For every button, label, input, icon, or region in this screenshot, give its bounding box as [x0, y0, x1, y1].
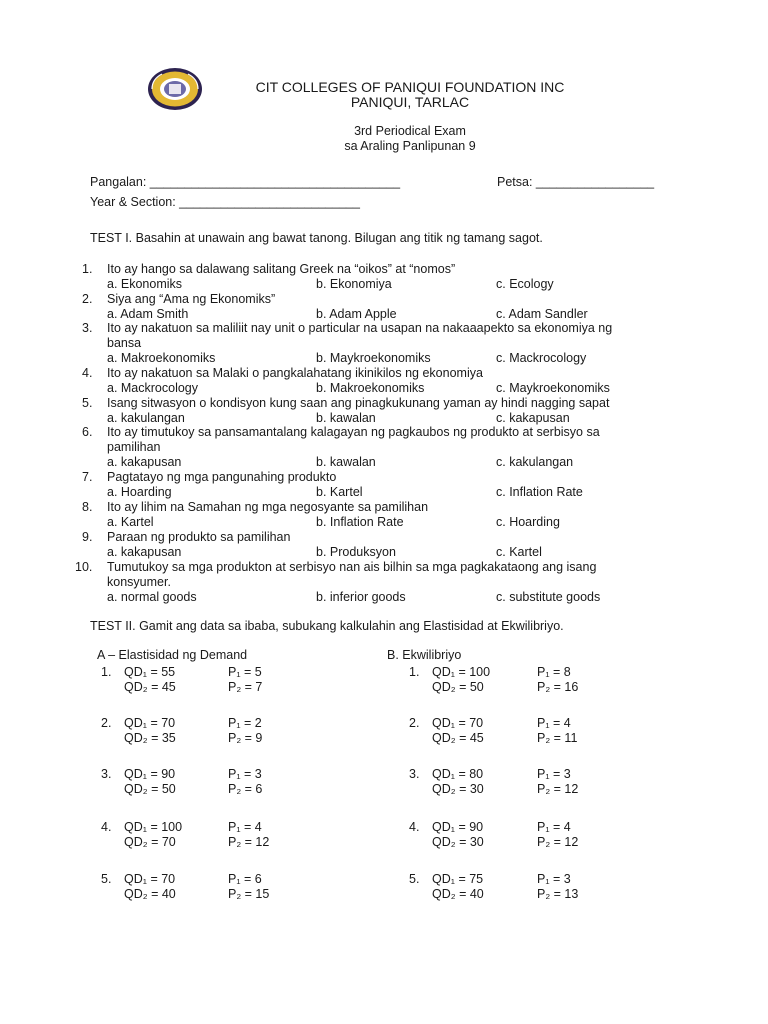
question-text-continued: konsyumer.: [107, 575, 171, 589]
name-field[interactable]: Pangalan: ____________________________________: [90, 175, 401, 189]
p1-value: P₁ = 4: [537, 716, 571, 730]
qd2-value: QD₂ = 50: [432, 680, 484, 694]
p2-value: P₂ = 16: [537, 680, 579, 694]
qd1-value: QD₁ = 90: [124, 767, 176, 781]
choice-a[interactable]: a. kakapusan: [107, 455, 182, 469]
qd2-value: QD₂ = 35: [124, 731, 176, 745]
section-b-title: B. Ekwilibriyo: [387, 648, 462, 662]
p1-value: P₁ = 5: [228, 665, 262, 679]
p1-value: P₁ = 3: [537, 767, 571, 781]
section-a-title: A – Elastisidad ng Demand: [97, 648, 248, 662]
choice-b[interactable]: b. Makroekonomiks: [316, 381, 425, 395]
choice-a[interactable]: a. Hoarding: [107, 485, 172, 499]
qd2-value: QD₂ = 40: [124, 887, 176, 901]
p1-value: P₁ = 3: [537, 872, 571, 886]
qd1-value: QD₁ = 75: [432, 872, 484, 886]
question-text: Siya ang “Ama ng Ekonomiks”: [107, 292, 276, 306]
qd1-value: QD₁ = 55: [124, 665, 176, 679]
p2-value: P₂ = 12: [537, 782, 579, 796]
p1-value: P₁ = 6: [228, 872, 262, 886]
p2-value: P₂ = 7: [228, 680, 263, 694]
question-number: 3.: [82, 321, 93, 335]
choice-b[interactable]: b. kawalan: [316, 411, 376, 425]
choice-a[interactable]: a. Makroekonomiks: [107, 351, 216, 365]
item-number: 3.: [409, 767, 420, 781]
qd2-value: QD₂ = 70: [124, 835, 176, 849]
choice-b[interactable]: b. Produksyon: [316, 545, 396, 559]
question-number: 7.: [82, 470, 93, 484]
choice-c[interactable]: c. Mackrocology: [496, 351, 587, 365]
p1-value: P₁ = 4: [537, 820, 571, 834]
choice-c[interactable]: c. kakulangan: [496, 455, 574, 469]
item-number: 1.: [101, 665, 112, 679]
date-field[interactable]: Petsa: _________________: [497, 175, 655, 189]
test2-instruction: TEST II. Gamit ang data sa ibaba, subukang kalkulahin ang Elastisidad at Ekwilibriyo.: [90, 619, 564, 633]
question-text: Paraan ng produkto sa pamilihan: [107, 530, 291, 544]
p1-value: P₁ = 8: [537, 665, 571, 679]
choice-a[interactable]: a. Adam Smith: [107, 307, 189, 321]
qd2-value: QD₂ = 40: [432, 887, 484, 901]
question-number: 8.: [82, 500, 93, 514]
question-number: 6.: [82, 425, 93, 439]
qd2-value: QD₂ = 30: [432, 782, 484, 796]
item-number: 2.: [101, 716, 112, 730]
choice-a[interactable]: a. Ekonomiks: [107, 277, 183, 291]
choice-a[interactable]: a. kakulangan: [107, 411, 185, 425]
choice-b[interactable]: b. kawalan: [316, 455, 376, 469]
question-text: Ito ay nakatuon sa Malaki o pangkalahatang ikinikilos ng ekonomiya: [107, 366, 483, 380]
choice-a[interactable]: a. normal goods: [107, 590, 197, 604]
p2-value: P₂ = 9: [228, 731, 263, 745]
question-text: Ito ay timutukoy sa pansamantalang kalagayan ng pagkaubos ng produkto at serbisyo sa: [107, 425, 600, 439]
item-number: 4.: [409, 820, 420, 834]
choice-c[interactable]: c. kakapusan: [496, 411, 570, 425]
p2-value: P₂ = 6: [228, 782, 263, 796]
choice-a[interactable]: a. kakapusan: [107, 545, 182, 559]
choice-c[interactable]: c. Ecology: [496, 277, 554, 291]
item-number: 4.: [101, 820, 112, 834]
qd2-value: QD₂ = 50: [124, 782, 176, 796]
p2-value: P₂ = 12: [228, 835, 270, 849]
question-text-continued: pamilihan: [107, 440, 161, 454]
p1-value: P₁ = 2: [228, 716, 262, 730]
choice-a[interactable]: a. Mackrocology: [107, 381, 199, 395]
question-text: Ito ay lihim na Samahan ng mga negosyante sa pamilihan: [107, 500, 429, 514]
question-number: 2.: [82, 292, 93, 306]
choice-c[interactable]: c. Adam Sandler: [496, 307, 588, 321]
p1-value: P₁ = 3: [228, 767, 262, 781]
item-number: 3.: [101, 767, 112, 781]
qd2-value: QD₂ = 30: [432, 835, 484, 849]
question-text: Tumutukoy sa mga produkton at serbisyo nan ais bilhin sa mga pagkakataong ang isang: [107, 560, 597, 574]
school-name: CIT COLLEGES OF PANIQUI FOUNDATION INC: [255, 79, 565, 95]
choice-c[interactable]: c. substitute goods: [496, 590, 601, 604]
p2-value: P₂ = 15: [228, 887, 270, 901]
item-number: 1.: [409, 665, 420, 679]
question-text-continued: bansa: [107, 336, 142, 350]
question-number: 1.: [82, 262, 93, 276]
question-text: Isang sitwasyon o kondisyon kung saan ang pinagkukunang yaman ay hindi nagging sapat: [107, 396, 610, 410]
item-number: 5.: [101, 872, 112, 886]
choice-b[interactable]: b. Inflation Rate: [316, 515, 404, 529]
choice-a[interactable]: a. Kartel: [107, 515, 154, 529]
choice-b[interactable]: b. Ekonomiya: [316, 277, 392, 291]
choice-c[interactable]: c. Maykroekonomiks: [496, 381, 610, 395]
choice-b[interactable]: b. Kartel: [316, 485, 363, 499]
choice-c[interactable]: c. Hoarding: [496, 515, 560, 529]
qd1-value: QD₁ = 90: [432, 820, 484, 834]
qd1-value: QD₁ = 100: [432, 665, 491, 679]
qd2-value: QD₂ = 45: [124, 680, 176, 694]
choice-b[interactable]: b. Adam Apple: [316, 307, 397, 321]
question-number: 10.: [75, 560, 93, 574]
item-number: 2.: [409, 716, 420, 730]
exam-subject: sa Araling Panlipunan 9: [344, 139, 476, 153]
p2-value: P₂ = 12: [537, 835, 579, 849]
question-text: Ito ay nakatuon sa maliliit nay unit o particular na usapan na nakaaapekto sa ekonomiya ng: [107, 321, 613, 335]
section-field[interactable]: Year & Section: __________________________: [90, 195, 360, 209]
test1-instruction: TEST I. Basahin at unawain ang bawat tanong. Bilugan ang titik ng tamang sagot.: [90, 231, 543, 245]
choice-c[interactable]: c. Inflation Rate: [496, 485, 583, 499]
p1-value: P₁ = 4: [228, 820, 262, 834]
question-number: 4.: [82, 366, 93, 380]
p2-value: P₂ = 11: [537, 731, 578, 745]
qd2-value: QD₂ = 45: [432, 731, 484, 745]
qd1-value: QD₁ = 100: [124, 820, 183, 834]
question-text: Ito ay hango sa dalawang salitang Greek na “oikos” at “nomos”: [107, 262, 456, 276]
choice-c[interactable]: c. Kartel: [496, 545, 542, 559]
choice-b[interactable]: b. Maykroekonomiks: [316, 351, 431, 365]
question-number: 9.: [82, 530, 93, 544]
question-number: 5.: [82, 396, 93, 410]
school-location: PANIQUI, TARLAC: [350, 94, 470, 110]
exam-title: 3rd Periodical Exam: [354, 124, 466, 138]
question-text: Pagtatayo ng mga pangunahing produkto: [107, 470, 337, 484]
p2-value: P₂ = 13: [537, 887, 579, 901]
choice-b[interactable]: b. inferior goods: [316, 590, 406, 604]
qd1-value: QD₁ = 80: [432, 767, 484, 781]
qd1-value: QD₁ = 70: [432, 716, 484, 730]
qd1-value: QD₁ = 70: [124, 716, 176, 730]
qd1-value: QD₁ = 70: [124, 872, 176, 886]
item-number: 5.: [409, 872, 420, 886]
